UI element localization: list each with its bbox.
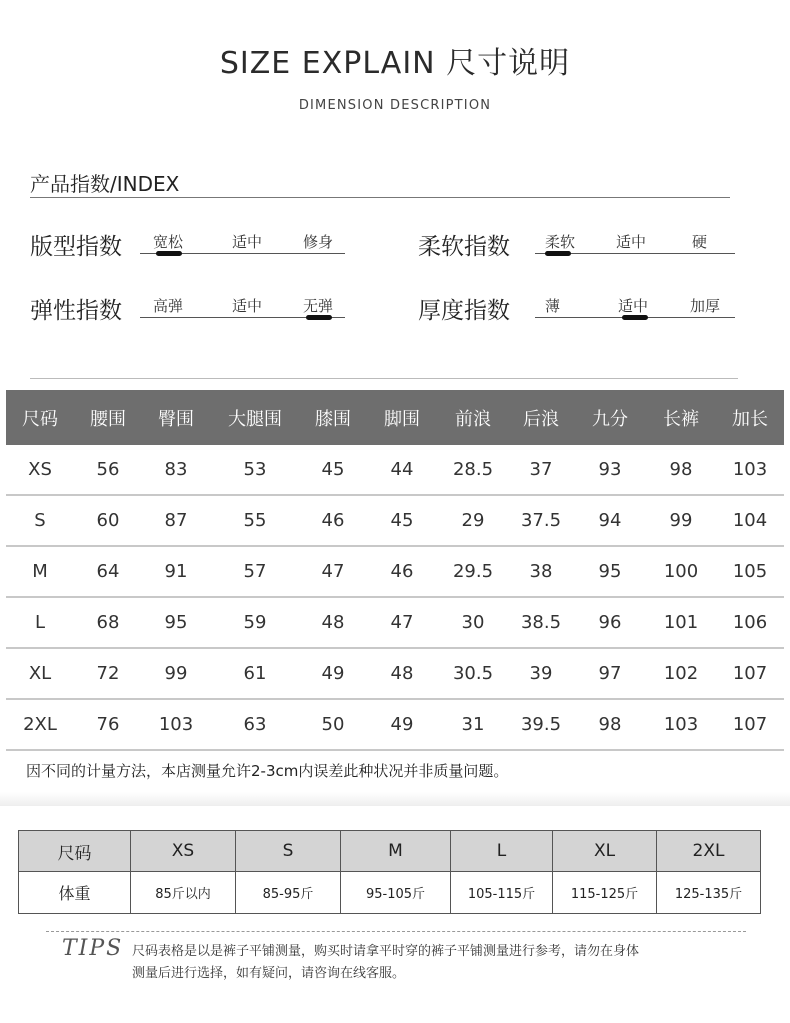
table-cell: 39.5	[508, 699, 574, 750]
table-cell: 115-125斤	[553, 872, 657, 914]
table-cell: 56	[74, 445, 142, 495]
table-cell: 63	[210, 699, 300, 750]
table-cell: 85斤以内	[131, 872, 236, 914]
table-cell: 72	[74, 648, 142, 699]
table-cell: 37	[508, 445, 574, 495]
table-cell: 39	[508, 648, 574, 699]
index-option: 柔软	[545, 233, 576, 251]
table-cell: M	[6, 546, 74, 597]
measurement-note: 因不同的计量方法，本店测量允许2-3cm内误差此种状况并非质量问题。	[26, 762, 509, 780]
table-cell: 31	[438, 699, 508, 750]
table-cell: 29.5	[438, 546, 508, 597]
table-cell: 94	[574, 495, 646, 546]
table-cell: 104	[716, 495, 784, 546]
table-cell: 49	[300, 648, 366, 699]
column-header: 加长	[716, 390, 784, 445]
table-cell: 46	[300, 495, 366, 546]
table-cell: 103	[142, 699, 210, 750]
size-table	[6, 390, 784, 751]
column-header: 前浪	[438, 390, 508, 445]
table-cell: 105-115斤	[451, 872, 553, 914]
table-cell: 59	[210, 597, 300, 648]
table-cell: 47	[366, 597, 438, 648]
table-cell: 103	[716, 445, 784, 495]
divider	[30, 378, 738, 379]
table-cell: XL	[6, 648, 74, 699]
column-header: 大腿围	[210, 390, 300, 445]
table-cell: 45	[366, 495, 438, 546]
tips-divider	[46, 931, 746, 932]
table-cell: 61	[210, 648, 300, 699]
table-cell: 106	[716, 597, 784, 648]
index-option: 适中	[232, 297, 263, 315]
column-header: 腰围	[74, 390, 142, 445]
table-cell: 76	[74, 699, 142, 750]
table-cell: 28.5	[438, 445, 508, 495]
column-header: 尺码	[19, 831, 131, 872]
index-label: 厚度指数	[418, 298, 510, 324]
index-label: 弹性指数	[30, 298, 122, 324]
table-cell: 101	[646, 597, 716, 648]
table-cell: 98	[646, 445, 716, 495]
table-cell: 64	[74, 546, 142, 597]
column-header: 脚围	[366, 390, 438, 445]
table-cell: 2XL	[6, 699, 74, 750]
index-label: 柔软指数	[418, 234, 510, 260]
column-header: 九分	[574, 390, 646, 445]
index-option: 加厚	[690, 297, 721, 315]
table-cell: 102	[646, 648, 716, 699]
table-cell: 83	[142, 445, 210, 495]
table-cell: 87	[142, 495, 210, 546]
table-cell: S	[6, 495, 74, 546]
column-header: S	[236, 831, 341, 872]
table-cell: 30.5	[438, 648, 508, 699]
size-table-header	[6, 390, 784, 445]
table-row	[6, 546, 784, 597]
tips-text	[132, 941, 742, 985]
table-cell: 48	[300, 597, 366, 648]
table-cell: 体重	[19, 872, 131, 914]
table-cell: 105	[716, 546, 784, 597]
table-cell: 98	[574, 699, 646, 750]
table-row	[6, 597, 784, 648]
column-header: L	[451, 831, 553, 872]
table-cell: 29	[438, 495, 508, 546]
table-cell: 55	[210, 495, 300, 546]
table-cell: 96	[574, 597, 646, 648]
tips-line: 尺码表格是以是裤子平铺测量，购买时请拿平时穿的裤子平铺测量进行参考，请勿在身体	[132, 944, 640, 959]
index-selected-marker	[156, 251, 182, 256]
table-row	[6, 699, 784, 750]
table-cell: 99	[142, 648, 210, 699]
table-cell: 46	[366, 546, 438, 597]
table-cell: 30	[438, 597, 508, 648]
index-selected-marker	[545, 251, 571, 256]
index-selected-marker	[622, 315, 648, 320]
table-cell: 60	[74, 495, 142, 546]
table-cell: 85-95斤	[236, 872, 341, 914]
index-option: 高弹	[153, 297, 184, 315]
table-cell: 107	[716, 699, 784, 750]
column-header: XL	[553, 831, 657, 872]
column-header: 后浪	[508, 390, 574, 445]
table-row	[6, 495, 784, 546]
table-cell: 68	[74, 597, 142, 648]
table-cell: 53	[210, 445, 300, 495]
column-header: 尺码	[6, 390, 74, 445]
table-cell: 44	[366, 445, 438, 495]
table-cell: XS	[6, 445, 74, 495]
table-cell: 38.5	[508, 597, 574, 648]
column-header: M	[341, 831, 451, 872]
table-cell: 107	[716, 648, 784, 699]
column-header: XS	[131, 831, 236, 872]
table-row	[6, 648, 784, 699]
table-cell: 99	[646, 495, 716, 546]
column-header: 臀围	[142, 390, 210, 445]
page-title: SIZE EXPLAIN 尺寸说明	[219, 46, 571, 81]
section-band	[0, 792, 790, 806]
table-cell: 100	[646, 546, 716, 597]
table-cell: 91	[142, 546, 210, 597]
table-cell: L	[6, 597, 74, 648]
weight-table	[18, 830, 761, 914]
table-row	[6, 445, 784, 495]
index-label: 版型指数	[30, 234, 122, 260]
weight-table-row	[19, 872, 761, 914]
weight-table-header	[19, 831, 761, 872]
table-cell: 50	[300, 699, 366, 750]
table-cell: 47	[300, 546, 366, 597]
tips-line: 测量后进行选择，如有疑问，请咨询在线客服。	[132, 966, 406, 981]
index-option: 适中	[616, 233, 647, 251]
table-cell: 48	[366, 648, 438, 699]
table-cell: 97	[574, 648, 646, 699]
section-divider	[30, 197, 730, 198]
table-cell: 103	[646, 699, 716, 750]
table-cell: 49	[366, 699, 438, 750]
column-header: 膝围	[300, 390, 366, 445]
page-subtitle: DIMENSION DESCRIPTION	[298, 98, 492, 113]
index-option: 薄	[545, 297, 561, 315]
index-option: 无弹	[303, 297, 334, 315]
index-option: 硬	[692, 233, 708, 251]
column-header: 2XL	[657, 831, 761, 872]
index-option: 宽松	[153, 233, 184, 251]
index-option: 适中	[618, 297, 649, 315]
index-selected-marker	[306, 315, 332, 320]
table-cell: 95	[574, 546, 646, 597]
table-cell: 45	[300, 445, 366, 495]
table-cell: 37.5	[508, 495, 574, 546]
table-cell: 93	[574, 445, 646, 495]
table-cell: 95	[142, 597, 210, 648]
table-cell: 38	[508, 546, 574, 597]
index-option: 适中	[232, 233, 263, 251]
tips-label: TIPS	[62, 936, 124, 961]
table-cell: 95-105斤	[341, 872, 451, 914]
index-option: 修身	[303, 233, 334, 251]
column-header: 长裤	[646, 390, 716, 445]
table-cell: 125-135斤	[657, 872, 761, 914]
table-cell: 57	[210, 546, 300, 597]
index-section-title: 产品指数/INDEX	[30, 172, 180, 196]
